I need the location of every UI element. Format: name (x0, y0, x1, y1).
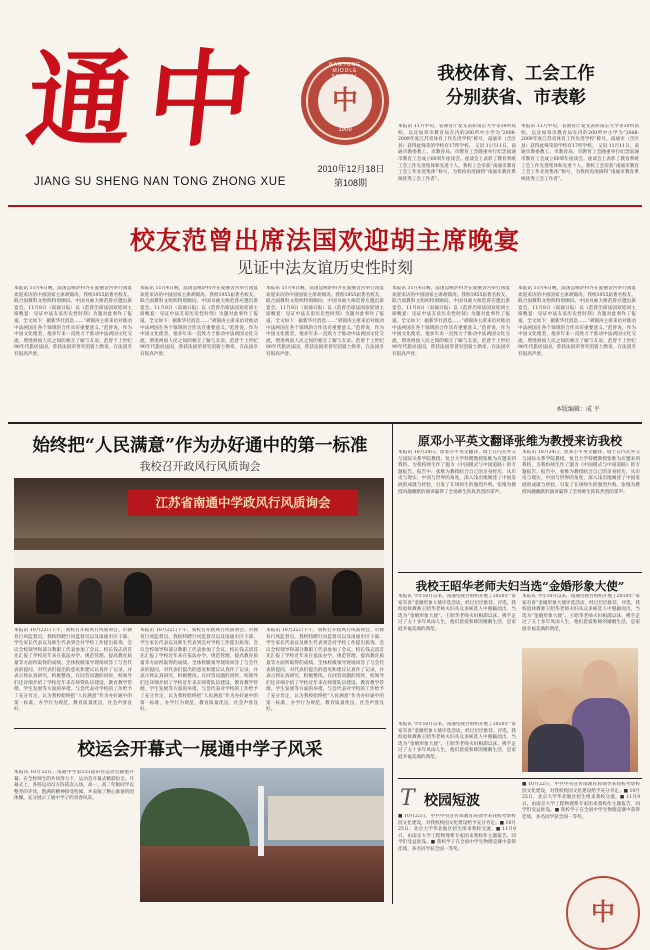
story2-subtitle: 我校召开政风行风质询会 (139, 460, 261, 473)
top-right-headline-line1: 我校体育、工会工作 (437, 64, 595, 84)
photo-audience (14, 568, 384, 624)
short-news-rule (398, 778, 642, 779)
couple-person-b-head (538, 688, 572, 726)
couple-photo (522, 648, 638, 772)
story3-title: 校运会开幕式一展通中学子风采 (77, 740, 323, 760)
photo-person-e (332, 570, 362, 616)
top-right-headline (396, 62, 636, 110)
top-right-body-b: 本报讯 11月中旬，省教育厅发文表彰南京大学等30所高校，以及如皋市教育局在内的200所中小学为“2008-2009年度江苏省体育工作先进学校”称号，南通市（含区县）获得此殊荣的学校有17所学校。 又讯 11月11日，南通市教委教工、市教育局、市教育工会隆重举行纪念南通市教育工会成立60周年座谈会。座谈会上表彰了教育系统工会工作先进集体和先进个人。我校工会荣获“南通市教育工会工作先进集体”称号，为我校再度摘得“南通市教育系统优秀工会工作者”。 (521, 124, 639, 182)
lead-story-col2: 本报讯 11月4日晚，法国总统萨科齐在爱丽舍宫举行国宴欢迎来访的中国国家主席胡锦涛。我校1955届著名校友、联合国教科文组织特别顾问、中国书画大师范曾应邀出席宴会。11月8日（南通日报）以《范曾出席法国欢迎胡主席晚宴：见证中法友谊历史性时刻》为题对此事作了报道。全文如下：据新华社消息……“胡锦涛主席来访对推动中法两国在各个领域的合作具有重要意义。”范曾说，作为中国文化使者，他多年来一直致力于推动中法两国文化交流，增进两国人民之间的相互了解与友谊。范曾于上世纪90年代旅居法国，曾获法国荣誉军团骑士勋章，在法国享有很高声誉。 (140, 286, 258, 357)
lead-story-col3: 本报讯 11月4日晚，法国总统萨科齐在爱丽舍宫举行国宴欢迎来访的中国国家主席胡锦涛。我校1955届著名校友、联合国教科文组织特别顾问、中国书画大师范曾应邀出席宴会。11月8日（南通日报）以《范曾出席法国欢迎胡主席晚宴：见证中法友谊历史性时刻》为题对此事作了报道。全文如下：据新华社消息……“胡锦涛主席来访对推动中法两国在各个领域的合作具有重要意义。”范曾说，作为中国文化使者，他多年来一直致力于推动中法两国文化交流，增进两国人民之间的相互了解与友谊。范曾于上世纪90年代旅居法国，曾获法国荣誉军团骑士勋章，在法国享有很高声誉。 (266, 286, 384, 357)
story5-col1: 本报讯 今年10月以来，南通电视台组织开展了2010年“家家有喜”金婚形象大使评选活动，经过层层推荐、评选，我校退休教师王昭华老师夫妇从众多候选人中脱颖而出，当选为“金婚形象大使”。王昭华老师夫妇相濡以沫、携手走过了五十多年风雨人生，他们恩爱和睦的婚姻生活，是家庭幸福美满的典范。 (398, 594, 516, 632)
story5-title: 我校王昭华老师夫妇当选“金婚形象大使” (415, 579, 625, 593)
issue-number: 第108期 (334, 178, 368, 188)
story2-title: 始终把“人民满意”作为办好通中的第一标准 (32, 436, 368, 456)
seal-text: NANTONG MIDDLE (329, 62, 361, 74)
story2-col3: 本报讯 10月22日下午，我校召开政风行风质询会。市教育行风监督员、我校特聘行风监督员以及南通市区干部、学生家长代表以及师生代表到会对学校工作提出质询。会议全校领导和部分教职工代表参加了会议。校长钱志清首先汇报了学校近年来在依法办学、规范管理、提高教育质量等方面所取得的成绩。全体校级领导现场回答了与会代表的提问，对代表们提出的意见和建议认真作了记录，并表示将认真研究，积极整改。在回答问题的同时，校领导们还详细介绍了学校近年来在师资队伍建设、教育教学管理、学生发展等方面的举措。与会代表对学校的工作给予了充分肯定，认为我校始终把“人民满意”作为办好通中的第一标准，办学行为规范，教育质量优良，社会声誉良好。 (266, 628, 384, 713)
couple-person-b-body (528, 724, 584, 772)
seal-character: 中 (318, 74, 372, 128)
photo-person-a (36, 574, 62, 614)
top-right-body-a: 本报讯 11月中旬，省教育厅发文表彰南京大学等30所高校，以及如皋市教育局在内的200所中小学为“2008-2009年度江苏省体育工作先进学校”称号，南通市（含区县）获得此殊荣的学校有17所学校。 又讯 11月11日，南通市教委教工、市教育局、市教育工会隆重举行纪念南通市教育工会成立60周年座谈会。座谈会上表彰了教育系统工会工作先进集体和先进个人。我校工会荣获“南通市教育工会工作先进集体”称号，为我校再度摘得“南通市教育系统优秀工会工作者”。 (398, 124, 516, 182)
story2-col2: 本报讯 10月22日下午，我校召开政风行风质询会。市教育行风监督员、我校特聘行风监督员以及南通市区干部、学生家长代表以及师生代表到会对学校工作提出质询。会议全校领导和部分教职工代表参加了会议。校长钱志清首先汇报了学校近年来在依法办学、规范管理、提高教育质量等方面所取得的成绩。全体校级领导现场回答了与会代表的提问，对代表们提出的意见和建议认真作了记录，并表示将认真研究，积极整改。在回答问题的同时，校领导们还详细介绍了学校近年来在师资队伍建设、教育教学管理、学生发展等方面的举措。与会代表对学校的工作给予了充分肯定，认为我校始终把“人民满意”作为办好通中的第一标准，办学行为规范，教育质量优良，社会声誉良好。 (140, 628, 258, 713)
lead-story-col1: 本报讯 11月4日晚，法国总统萨科齐在爱丽舍宫举行国宴欢迎来访的中国国家主席胡锦涛。我校1955届著名校友、联合国教科文组织特别顾问、中国书画大师范曾应邀出席宴会。11月8日（南通日报）以《范曾出席法国欢迎胡主席晚宴：见证中法友谊历史性时刻》为题对此事作了报道。全文如下：据新华社消息……“胡锦涛主席来访对推动中法两国在各个领域的合作具有重要意义。”范曾说，作为中国文化使者，他多年来一直致力于推动中法两国文化交流，增进两国人民之间的相互了解与友谊。范曾于上世纪90年代旅居法国，曾获法国荣誉军团骑士勋章，在法国享有很高声誉。 (14, 286, 132, 357)
short-news-title: 校园短波 (424, 793, 480, 809)
issue-date: 2010年12月18日 (317, 164, 385, 174)
lead-story-title: 校友范曾出席法国欢迎胡主席晚宴 (129, 226, 520, 255)
story4-title: 原邓小平英文翻译张维为教授来访我校 (417, 434, 622, 448)
story2-col1: 本报讯 10月22日下午，我校召开政风行风质询会。市教育行风监督员、我校特聘行风监督员以及南通市区干部、学生家长代表以及师生代表到会对学校工作提出质询。会议全校领导和部分教职工代表参加了会议。校长钱志清首先汇报了学校近年来在依法办学、规范管理、提高教育质量等方面所取得的成绩。全体校级领导现场回答了与会代表的提问，对代表们提出的意见和建议认真作了记录，并表示将认真研究，积极整改。在回答问题的同时，校领导们还详细介绍了学校近年来在师资队伍建设、教育教学管理、学生发展等方面的举措。与会代表对学校的工作给予了充分肯定，认为我校始终把“人民满意”作为办好通中的第一标准，办学行为规范，教育质量优良，社会声誉良好。 (14, 628, 132, 713)
photo-person-d (290, 576, 316, 616)
couple-person-a-head (582, 660, 618, 700)
seal-year: 1909 (338, 127, 352, 133)
photo-person-c (124, 572, 152, 616)
masthead-rule (8, 205, 642, 207)
story5-rule (398, 572, 642, 573)
meeting-photo (14, 478, 384, 624)
story5-col3: 本报讯 今年10月以来，南通电视台组织开展了2010年“家家有喜”金婚形象大使评选活动，经过层层推荐、评选，我校退休教师王昭华老师夫妇从众多候选人中脱颖而出，当选为“金婚形象大使”。王昭华老师夫妇相濡以沫、携手走过了五十多年风雨人生，他们恩爱和睦的婚姻生活，是家庭幸福美满的典范。 (398, 722, 516, 760)
top-right-headline-line2: 分别获省、市表彰 (446, 88, 586, 108)
newspaper-logo: 通中 (21, 38, 275, 161)
photo-person-b (78, 578, 102, 616)
school-seal (301, 57, 389, 145)
editor-note: 本版编辑：成 平 (556, 406, 600, 413)
corner-seal: 中 (566, 876, 640, 950)
story5-col2: 本报讯 今年10月以来，南通电视台组织开展了2010年“家家有喜”金婚形象大使评选活动，经过层层推荐、评选，我校退休教师王昭华老师夫妇从众多候选人中脱颖而出，当选为“金婚形象大使”。王昭华老师夫妇相濡以沫、携手走过了五十多年风雨人生，他们恩爱和睦的婚姻生活，是家庭幸福美满的典范。 (522, 594, 640, 632)
lead-story-subtitle: 见证中法友谊历史性时刻 (236, 258, 413, 277)
short-news-col2: ■ 10月22日，中共中央宣传部教育局领导来我校考察校园文化建设，对我校校园文化建设给予充分肯定。■ 10月25日，北京大学华北地区招生组来我校交流。■ 11月9日，由南京大学工程物理系专家团来我校作主题报告，同学们受益匪浅。■ 我校学子在全国中学生物理竞赛中获得佳绩，多名同学获全国一等奖。 (522, 782, 640, 820)
section-rule (8, 422, 642, 424)
short-news-icon: T (400, 786, 415, 811)
short-news-col1: ■ 10月22日，中共中央宣传部教育局领导来我校考察校园文化建设，对我校校园文化建设给予充分肯定。■ 10月25日，北京大学华北地区招生组来我校交流。■ 11月9日，由南京大学工程物理系专家团来我校作主题报告，同学们受益匪浅。■ 我校学子在全国中学生物理竞赛中获得佳绩，多名同学获全国一等奖。 (398, 814, 516, 852)
story3-rule (14, 728, 386, 729)
sports-building (268, 796, 384, 840)
column-divider (392, 424, 393, 904)
story4-col2: 本报讯 10月24日，原邓小平英文翻译、瑞士日内瓦外交与国际关系学院教授、复旦大学特聘教授张维为应邀来到我校，为我校师生作了题为《中国模式与中国道路》的专题报告。报告中，张维为教授结合自己的亲身经历，从历史与现实、中国与世界的角度，深入浅出地阐述了中国发展的成就与经验，引发了在场师生的强烈共鸣。张维为教授风趣幽默的演讲赢得了全场师生阵阵热烈的掌声。 (522, 450, 640, 495)
story3-body: 本报讯 10月22日，南通中学第133届田径运动会隆重开幕。在全校师生的共同努力下，运动会开幕式精彩纷呈。开幕式上，各班运动员方阵依次入场，高一、高二年级同学以整齐的步伐、饱满的精神接受检阅，并表演了精心准备的团体操，充分展示了通中学子的青春风采。 (14, 770, 134, 802)
english-name: JIANG SU SHENG NAN TONG ZHONG XUE (34, 176, 286, 188)
photo-table (14, 550, 384, 568)
meeting-banner: 江苏省南通中学政风行风质询会 (128, 490, 358, 516)
lead-story-col5: 本报讯 11月4日晚，法国总统萨科齐在爱丽舍宫举行国宴欢迎来访的中国国家主席胡锦涛。我校1955届著名校友、联合国教科文组织特别顾问、中国书画大师范曾应邀出席宴会。11月8日（南通日报）以《范曾出席法国欢迎胡主席晚宴：见证中法友谊历史性时刻》为题对此事作了报道。全文如下：据新华社消息……“胡锦涛主席来访对推动中法两国在各个领域的合作具有重要意义。”范曾说，作为中国文化使者，他多年来一直致力于推动中法两国文化交流，增进两国人民之间的相互了解与友谊。范曾于上世纪90年代旅居法国，曾获法国荣誉军团骑士勋章，在法国享有很高声誉。 (518, 286, 636, 357)
story4-col1: 本报讯 10月24日，原邓小平英文翻译、瑞士日内瓦外交与国际关系学院教授、复旦大学特聘教授张维为应邀来到我校，为我校师生作了题为《中国模式与中国道路》的专题报告。报告中，张维为教授结合自己的亲身经历，从历史与现实、中国与世界的角度，深入浅出地阐述了中国发展的成就与经验，引发了在场师生的强烈共鸣。张维为教授风趣幽默的演讲赢得了全场师生阵阵热烈的掌声。 (398, 450, 516, 495)
sports-photo (140, 768, 384, 902)
sports-torch (258, 786, 264, 856)
lead-story-col4: 本报讯 11月4日晚，法国总统萨科齐在爱丽舍宫举行国宴欢迎来访的中国国家主席胡锦涛。我校1955届著名校友、联合国教科文组织特别顾问、中国书画大师范曾应邀出席宴会。11月8日（南通日报）以《范曾出席法国欢迎胡主席晚宴：见证中法友谊历史性时刻》为题对此事作了报道。全文如下：据新华社消息……“胡锦涛主席来访对推动中法两国在各个领域的合作具有重要意义。”范曾说，作为中国文化使者，他多年来一直致力于推动中法两国文化交流，增进两国人民之间的相互了解与友谊。范曾于上世纪90年代旅居法国，曾获法国荣誉军团骑士勋章，在法国享有很高声誉。 (392, 286, 510, 357)
